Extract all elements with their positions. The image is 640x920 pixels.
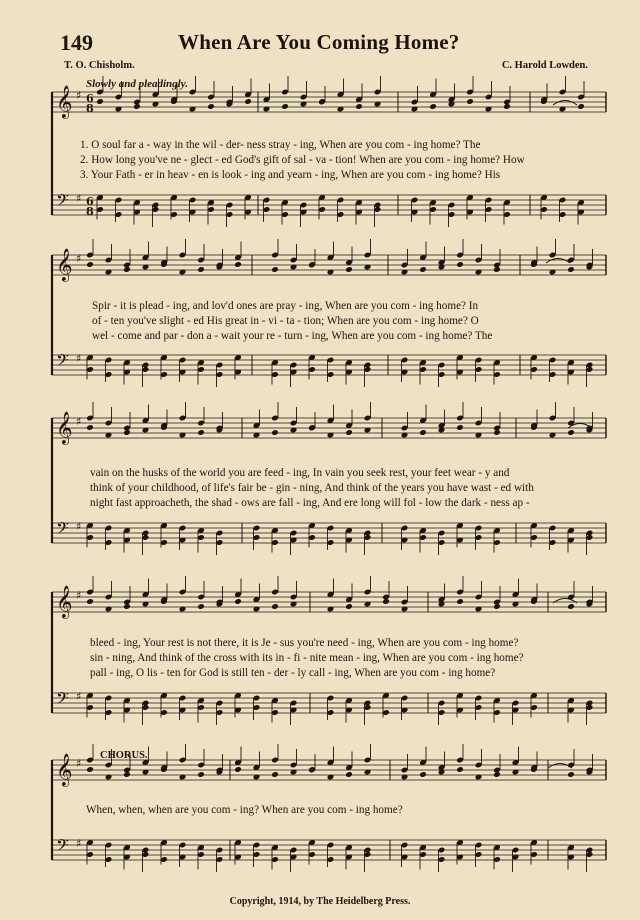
note-head [493,771,501,778]
note-head [466,98,474,105]
note-head [244,98,252,105]
key-signature-sharp: ♯ [76,89,82,102]
key-signature-sharp: ♯ [76,520,82,533]
treble-clef: 𝄞 [56,85,73,118]
note-head [86,598,94,605]
bass-clef: 𝄢 [56,190,69,214]
note-head [345,603,353,610]
key-signature-sharp: ♯ [76,757,82,770]
fermata-arc [553,101,577,106]
treble-clef: 𝄞 [56,753,73,786]
note-head [234,598,242,605]
note-head [567,266,575,273]
note-head [271,429,279,436]
note-head [123,771,131,778]
hymn-title: When Are You Coming Home? [178,30,460,54]
note-head [197,266,205,273]
key-signature-sharp: ♯ [76,252,82,265]
fermata-arc [546,259,570,264]
lyric-line: When, when, when are you com - ing? When are you com - ing home? [86,804,403,816]
note-head [86,261,94,268]
note-head [419,771,427,778]
composer-credit: C. Harold Lowden. [501,60,588,71]
note-head [493,603,501,610]
time-signature: 6 [86,92,94,105]
treble-clef: 𝄞 [56,411,73,444]
lyric-line: pall - ing, O lis - ten for God is still ten - der - ly call - ing, When are you com - ing home? [90,667,496,679]
note-head [123,266,131,273]
note-head [567,429,575,436]
note-head [271,771,279,778]
note-head [271,603,279,610]
note-head [493,266,501,273]
chorus-label: CHORUS. [100,750,148,761]
note-head [382,598,390,605]
note-head [345,266,353,273]
note-head [234,261,242,268]
note-head [456,766,464,773]
note-head [234,766,242,773]
key-signature-sharp: ♯ [76,690,82,703]
lyric-line: bleed - ing, Your rest is not there, it is Je - sus you're need - ing, When are you com - ing home? [90,637,519,649]
treble-clef: 𝄞 [56,248,73,281]
note-head [197,603,205,610]
key-signature-sharp: ♯ [76,192,82,205]
key-signature-sharp: ♯ [76,415,82,428]
note-head [86,766,94,773]
lyric-line: vain on the husks of the world you are feed - ing, In vain you seek rest, your feet wear - y and [90,467,510,479]
lyricist-credit: T. O. Chisholm. [64,60,135,71]
lyric-line: wel - come and par - don a - wait your re - turn - ing, When are you com - ing home? The [92,330,493,342]
key-signature-sharp: ♯ [76,589,82,602]
lyric-line: 1. O soul far a - way in the wil - der- ness stray - ing, When are you com - ing home? The [80,139,481,151]
treble-clef: 𝄞 [56,585,73,618]
key-signature-sharp: ♯ [76,352,82,365]
note-head [197,429,205,436]
tempo-marking: Slowly and pleadingly. [86,78,188,90]
lyric-line: 2. How long you've ne - glect - ed God's gift of sal - va - tion! When are you com - ing home? How [80,154,525,166]
lyric-line: night fast approacheth, the shad - ows are fall - ing, And ere long will fol - low the dark - ness ap - [90,497,530,509]
note-head [456,261,464,268]
note-head [456,424,464,431]
note-head [429,103,437,110]
time-signature: 8 [86,102,94,115]
note-head [577,103,585,110]
note-head [567,603,575,610]
note-head [123,603,131,610]
note-head [345,429,353,436]
copyright-notice: Copyright, 1914, by The Heidelberg Press. [229,896,411,907]
note-head [86,424,94,431]
note-head [345,771,353,778]
lyric-line: think of your childhood, of life's fair be - gin - ning, And think of the years you have wast - ed with [90,482,534,494]
note-head [567,771,575,778]
time-signature: 8 [86,205,94,218]
note-head [133,103,141,110]
note-head [207,103,215,110]
time-signature: 6 [86,195,94,208]
note-head [123,429,131,436]
lyric-line: sin - ning, And think of the cross with its in - fi - nite mean - ing, When are you com - ing home? [90,652,524,664]
lyric-line: 3. Your Fath - er in heav - en is look - ing and yearn - ing, When are you com - ing home? His [80,169,501,181]
note-head [419,266,427,273]
bass-clef: 𝄢 [56,835,69,859]
note-head [456,598,464,605]
note-head [197,771,205,778]
lyric-line: of - ten you've slight - ed His great in - vi - ta - tion; When are you com - ing home? O [92,315,479,327]
bass-clef: 𝄢 [56,518,69,542]
bass-clef: 𝄢 [56,350,69,374]
hymn-number: 149 [60,30,93,55]
note-head [493,429,501,436]
bass-clef: 𝄢 [56,688,69,712]
note-head [419,429,427,436]
note-head [271,266,279,273]
lyric-line: Spir - it is plead - ing, and lov'd ones are pray - ing, When are you com - ing home? In [92,300,479,312]
note-head [96,98,104,105]
note-head [281,103,289,110]
key-signature-sharp: ♯ [76,837,82,850]
note-head [355,103,363,110]
note-head [503,103,511,110]
